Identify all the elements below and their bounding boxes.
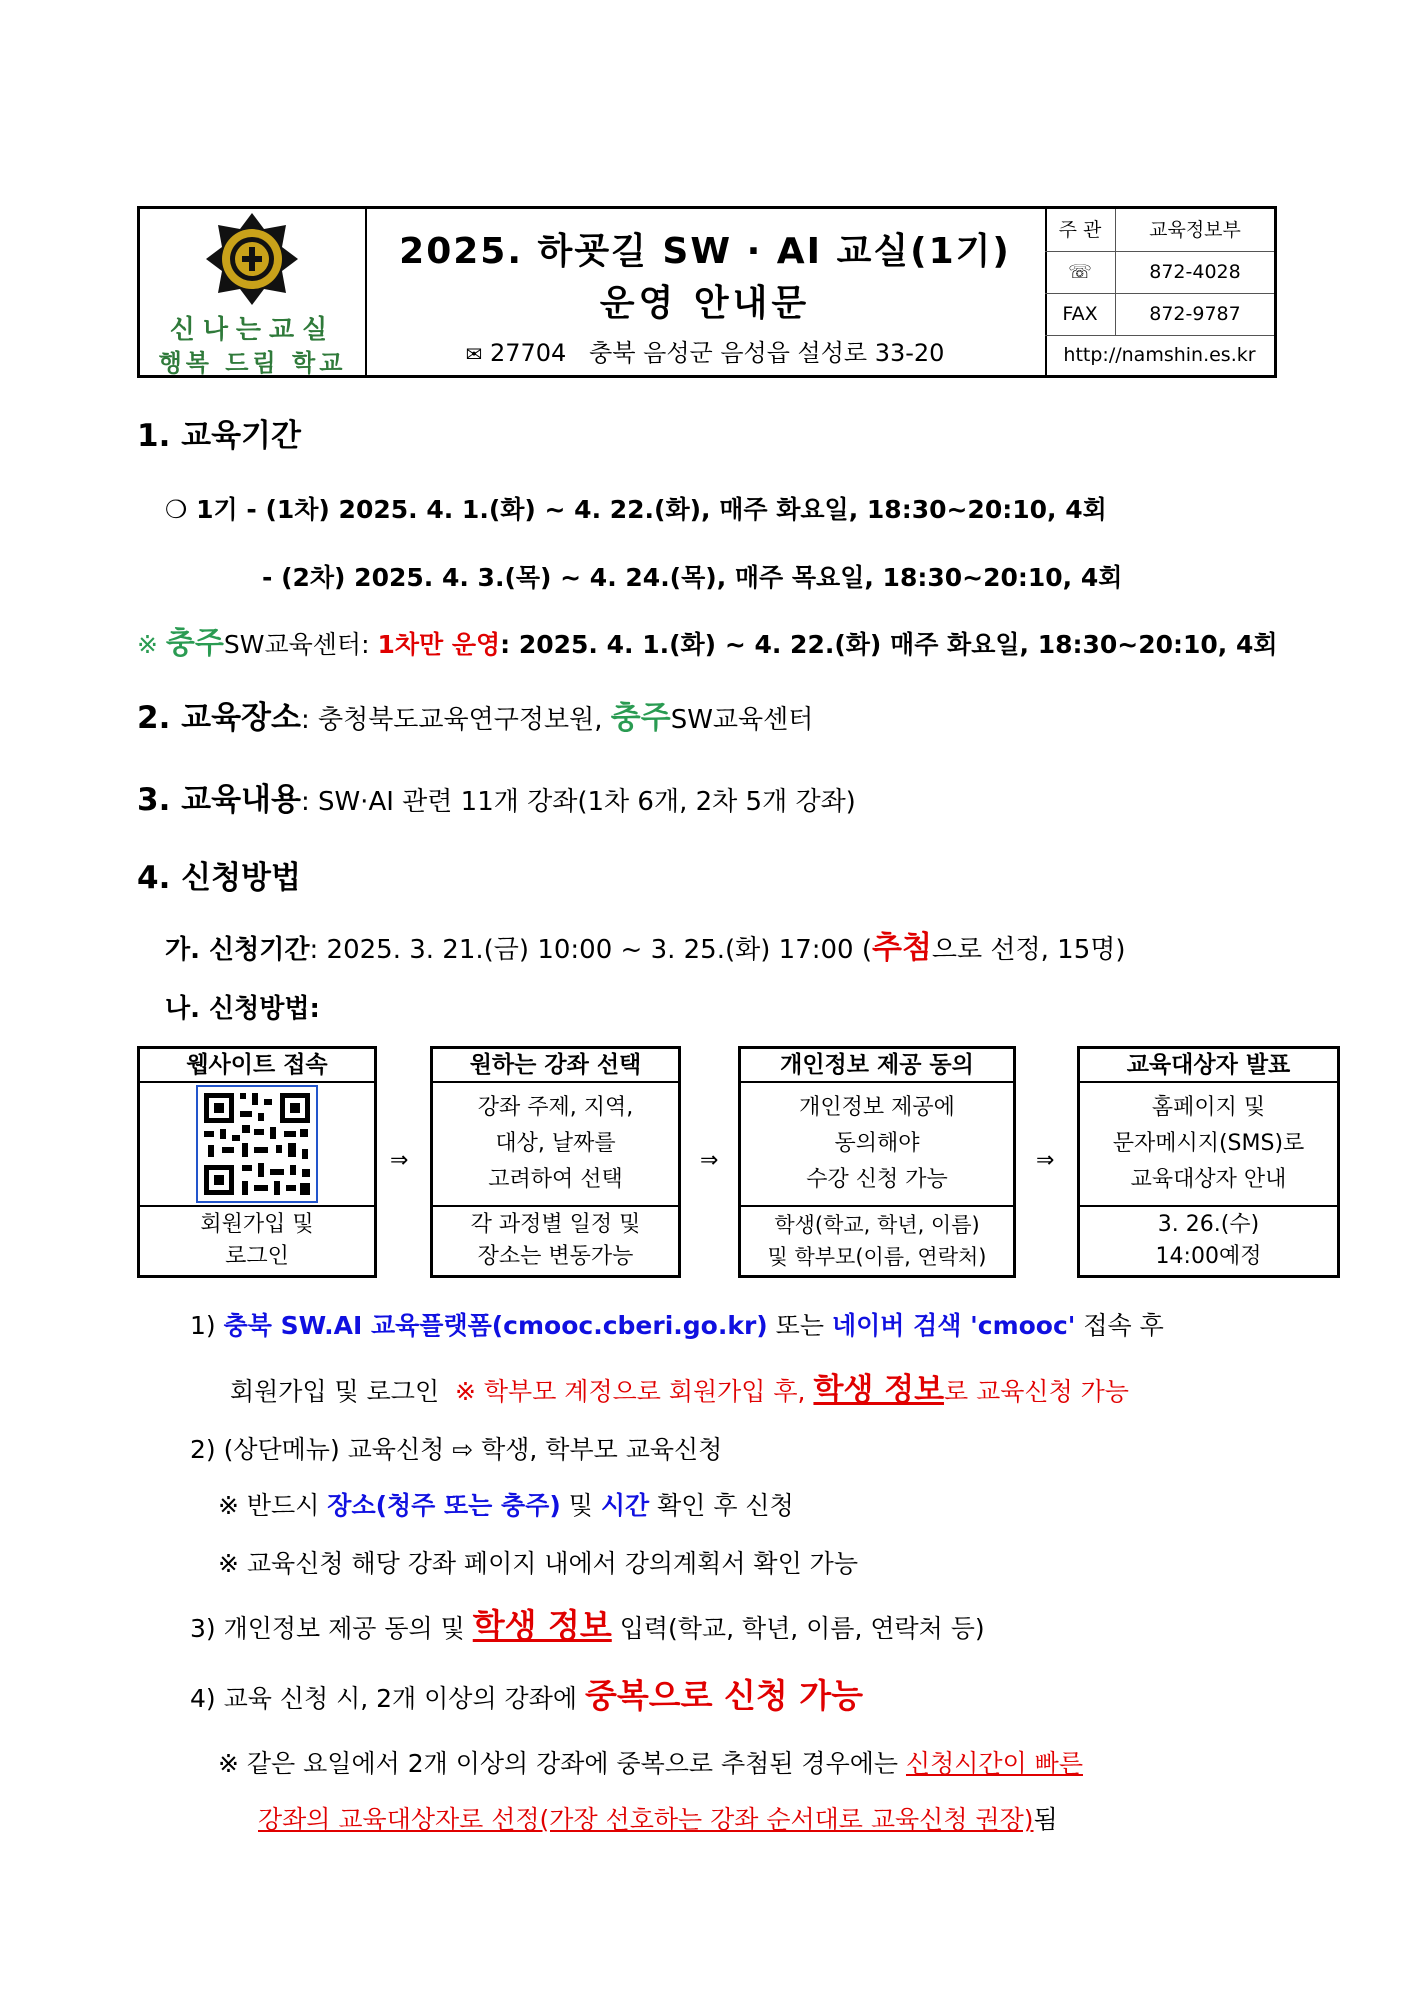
step-4-note-cont: 강좌의 교육대상자로 선정(가장 선호하는 강좌 순서대로 교육신청 권장)됨 — [258, 1805, 1058, 1834]
document-title: 2025. 하굣길 SW · AI 교실(1기) — [399, 231, 1011, 272]
school-url[interactable]: http://namshin.es.kr — [1063, 344, 1256, 366]
step-4-note: ※ 같은 요일에서 2개 이상의 강좌에 중복으로 추첨된 경우에는 신청시간이 빠른 — [218, 1749, 1083, 1778]
flow-step-select-course: 원하는 강좌 선택 강좌 주제, 지역, 대상, 날짜를 고려하여 선택 각 과정별 일정 및 장소는 변동가능 — [430, 1046, 681, 1278]
flow-step-privacy-consent: 개인정보 제공 동의 개인정보 제공에 동의해야 수강 신청 가능 학생(학교, 학년, 이름) 및 학부모(이름, 연락처) — [738, 1046, 1016, 1278]
step-2-note-1: ※ 반드시 장소(청주 또는 충주) 및 시간 확인 후 신청 — [218, 1491, 794, 1520]
platform-link[interactable]: 충북 SW.AI 교육플랫폼(cmooc.cberi.go.kr) — [223, 1311, 768, 1340]
chungju-note: ※ 충주SW교육센터: 1차만 운영: 2025. 4. 1.(화) ~ 4. 22.(화) 매주 화요일, 18:30~20:10, 4회 — [137, 626, 1278, 661]
document-header — [137, 206, 1277, 378]
info-row: 주 관 교육정보부 — [1045, 209, 1274, 252]
section-heading-period: 1. 교육기간 — [137, 418, 301, 454]
flow-step-announcement: 교육대상자 발표 홈페이지 및 문자메시지(SMS)로 교육대상자 안내 3. 26.(수) 14:00예정 — [1077, 1046, 1340, 1278]
step-1: 1) 충북 SW.AI 교육플랫폼(cmooc.cberi.go.kr) 또는 네이버 검색 'cmooc' 접속 후 — [190, 1311, 1164, 1340]
section-location: 2. 교육장소: 충청북도교육연구정보원, 충주SW교육센터 — [137, 700, 814, 736]
period-line-2: - (2차) 2025. 4. 3.(목) ~ 4. 24.(목), 매주 목요일, 18:30~20:10, 4회 — [262, 563, 1123, 592]
envelope-icon: ✉ — [465, 342, 483, 366]
qr-code-icon[interactable] — [196, 1085, 318, 1203]
header-info-table — [1045, 209, 1274, 375]
step-2-note-2: ※ 교육신청 해당 강좌 페이지 내에서 강의계획서 확인 가능 — [218, 1549, 858, 1578]
step-1-note: 회원가입 및 로그인 ※ 학부모 계정으로 회원가입 후, 학생 정보로 교육신청 가능 — [230, 1372, 1129, 1408]
header-title-block — [365, 209, 1047, 375]
flow-arrow-icon: ⇒ — [700, 1148, 719, 1173]
school-address: ✉ 27704 충북 음성군 음성읍 설성로 33-20 — [465, 339, 945, 367]
document-subtitle: 운영 안내문 — [599, 283, 811, 324]
step-3: 3) 개인정보 제공 동의 및 학생 정보 입력(학교, 학년, 이름, 연락처 등) — [190, 1606, 985, 1645]
period-line-1: ❍ 1기 - (1차) 2025. 4. 1.(화) ~ 4. 22.(화), 매주 화요일, 18:30~20:10, 4회 — [165, 495, 1107, 524]
info-row: FAX 872-9787 — [1045, 293, 1274, 336]
logo-text-line2: 행복 드림 학교 — [158, 349, 347, 377]
school-logo — [140, 209, 367, 375]
application-period: 가. 신청기간: 2025. 3. 21.(금) 10:00 ~ 3. 25.(화) 17:00 (추첨으로 선정, 15명) — [165, 930, 1126, 966]
school-emblem-icon — [140, 209, 365, 309]
step-2: 2) (상단메뉴) 교육신청 ⇨ 학생, 학부모 교육신청 — [190, 1435, 723, 1464]
flow-step-website: 웹사이트 접속 회원가입 및 로그인 — [137, 1046, 377, 1278]
section-content: 3. 교육내용: SW·AI 관련 11개 강좌(1차 6개, 2차 5개 강좌) — [137, 782, 856, 818]
section-heading-method: 4. 신청방법 — [137, 860, 301, 896]
flow-arrow-icon: ⇒ — [390, 1148, 409, 1173]
phone-icon: ☏ — [1045, 251, 1116, 293]
info-row: ☏ 872-4028 — [1045, 251, 1274, 294]
logo-text-line1: 신나는교실 — [169, 315, 336, 345]
application-method-label: 나. 신청방법: — [165, 994, 320, 1024]
flow-arrow-icon: ⇒ — [1036, 1148, 1055, 1173]
step-4: 4) 교육 신청 시, 2개 이상의 강좌에 중복으로 신청 가능 — [190, 1676, 863, 1715]
